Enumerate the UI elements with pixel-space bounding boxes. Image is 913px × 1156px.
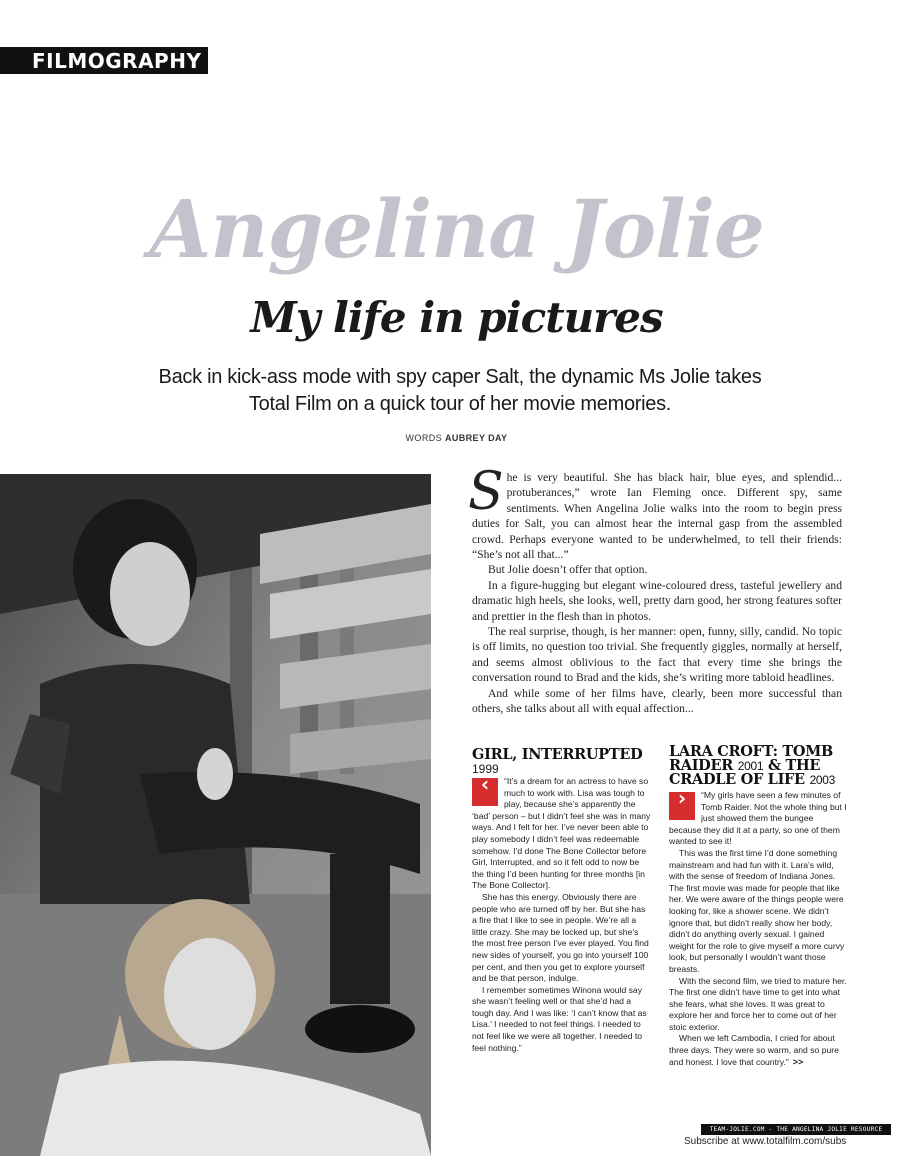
- film-quote: [669, 786, 847, 1068]
- film-year-2: 2003: [809, 773, 836, 787]
- subscribe-link[interactable]: Subscribe at www.totalfilm.com/subs: [684, 1136, 847, 1147]
- film-quote-paragraph: With the second film, we tried to mature her. The first one didn’t have time to get into what she fears, what she loves. It was great to explore her and force her to come out of her stoic exterior.: [669, 975, 847, 1032]
- intro-paragraph-2: But Jolie doesn’t offer that option.: [488, 563, 648, 577]
- section-tab: [0, 47, 208, 74]
- quote-arrow-left-icon: ‹: [472, 778, 498, 806]
- film-quote-paragraph: She has this energy. Obviously there are people who are turned off by her. But she has a fire that I like to see in people. We’re all a little crazy. She may be locked up, but she’s the most free person I’ve ever played. You find new sides of yourself, you go into yourself 100 per cent, and then you get to explore yourself and be that person, indulge.: [472, 891, 649, 984]
- film-quote-paragraph: This was the first time I’d done something mainstream and had fun with it. Lara’s wild, with the sense of freedom of Indiana Jones. The first movie was made for people that like her. We were aware of the things people were looking for, like a shower scene. We didn’t ignore that, but didn’t really show her body, didn’t do anything overly sexual. I gained weight for the role to give myself a more curvy look, but personally I wouldn’t want those breasts.: [669, 847, 845, 974]
- film-quote-paragraph: “It’s a dream for an actress to have so much to work with. Lisa was tough to play, because she’s apparently the ‘bad’ person – but I didn’t feel she was in many ways. And I felt for her. I’ve never been able to play somebody I didn’t feel was redeemable somehow. I’d done The Bone Collector before Girl, Interrupted, and so it felt odd to now be the thing I’d been hunting for three months [in The Bone Collector].: [472, 776, 651, 891]
- film-title: GIRL, INTERRUPTED: [472, 746, 643, 763]
- film-title-line-2: RAIDER: [669, 757, 733, 774]
- standfirst-line-1: Back in kick-ass mode with spy caper Salt, the dynamic Ms Jolie takes: [158, 366, 762, 388]
- intro-paragraph-5: And while some of her films have, clearly, been more successful than others, she talks about all with equal affection...: [472, 686, 842, 716]
- standfirst-line-2: Total Film on a quick tour of her movie memories.: [248, 393, 672, 415]
- film-year-1: 2001: [737, 759, 764, 773]
- byline: [0, 433, 913, 443]
- subtitle: My life in pictures: [250, 293, 663, 342]
- intro-paragraph-3: In a figure-hugging but elegant wine-coloured dress, tasteful jewellery and dramatic high heels, she looks, well, pretty darn good, her strong features softer and prettier in the flesh than in photos.: [472, 578, 842, 623]
- intro-text: [468, 462, 842, 717]
- film-year: 1999: [472, 762, 499, 776]
- film-still-photo: [0, 474, 431, 1156]
- film-quote-paragraph: When we left Cambodia, I cried for about three days. They were so warm, and so pure and honest. I love that country.” >>: [669, 1033, 839, 1067]
- drop-cap: S: [468, 462, 504, 522]
- film-still-illustration: [0, 474, 431, 1156]
- film-quote: [472, 772, 652, 1054]
- byline-author: AUBREY DAY: [444, 433, 508, 443]
- section-label: FILMOGRAPHY: [32, 49, 202, 73]
- intro-paragraph-1: [468, 462, 842, 562]
- film-quote-paragraph: I remember sometimes Winona would say she wasn’t feeling well or that she’d had a tough day. And I was like: ‘I can’t know that as Lisa.’ I needed to not feel things. I needed to not feel like we were all together. I needed to feel nothing.”: [472, 984, 647, 1053]
- main-title: Angelina Jolie: [149, 182, 764, 276]
- film-quote-paragraph: “My girls have seen a few minutes of Tomb Raider. Not the whole thing but I just showed them the bungee because they did it at a party, so one of them wanted to see it!: [669, 790, 847, 847]
- film-title-line-1: LARA CROFT: TOMB: [669, 743, 833, 760]
- film-entry-girl-interrupted: [472, 748, 652, 1054]
- byline-label: WORDS: [405, 433, 443, 443]
- film-title: [669, 745, 847, 787]
- continue-arrows-icon: >>: [792, 1056, 804, 1067]
- film-title-amp: & THE: [767, 757, 821, 774]
- film-title-line-3: CRADLE OF LIFE: [669, 771, 805, 788]
- quote-arrow-right-icon: ›: [669, 792, 695, 820]
- film-entry-lara-croft: [669, 745, 847, 1068]
- intro-paragraph-1-text: he is very beautiful. She has black hair, blue eyes, and splendid... protuberances,” wrote Ian Fleming once. Different spy, same sentiments. When Angelina Jolie walks into the room to begin press duties for Salt, you can almost hear the internal gasp from the assembled crowd. Perhaps everyone wanted to be underwhelmed, to tell their friends: “She’s not all that...”: [472, 471, 842, 562]
- standfirst: [110, 364, 810, 418]
- site-credit-banner: TEAM-JOLIE.COM - THE ANGELINA JOLIE RESOURCE: [701, 1124, 891, 1135]
- intro-paragraph-4: The real surprise, though, is her manner: open, funny, silly, candid. No topic is off limits, no question too trivial. She frequently giggles, normally at herself, and seems almost oblivious to the fact that every time she brings the conversation round to Brad and the kids, she’s writing more tabloid headlines.: [472, 625, 842, 685]
